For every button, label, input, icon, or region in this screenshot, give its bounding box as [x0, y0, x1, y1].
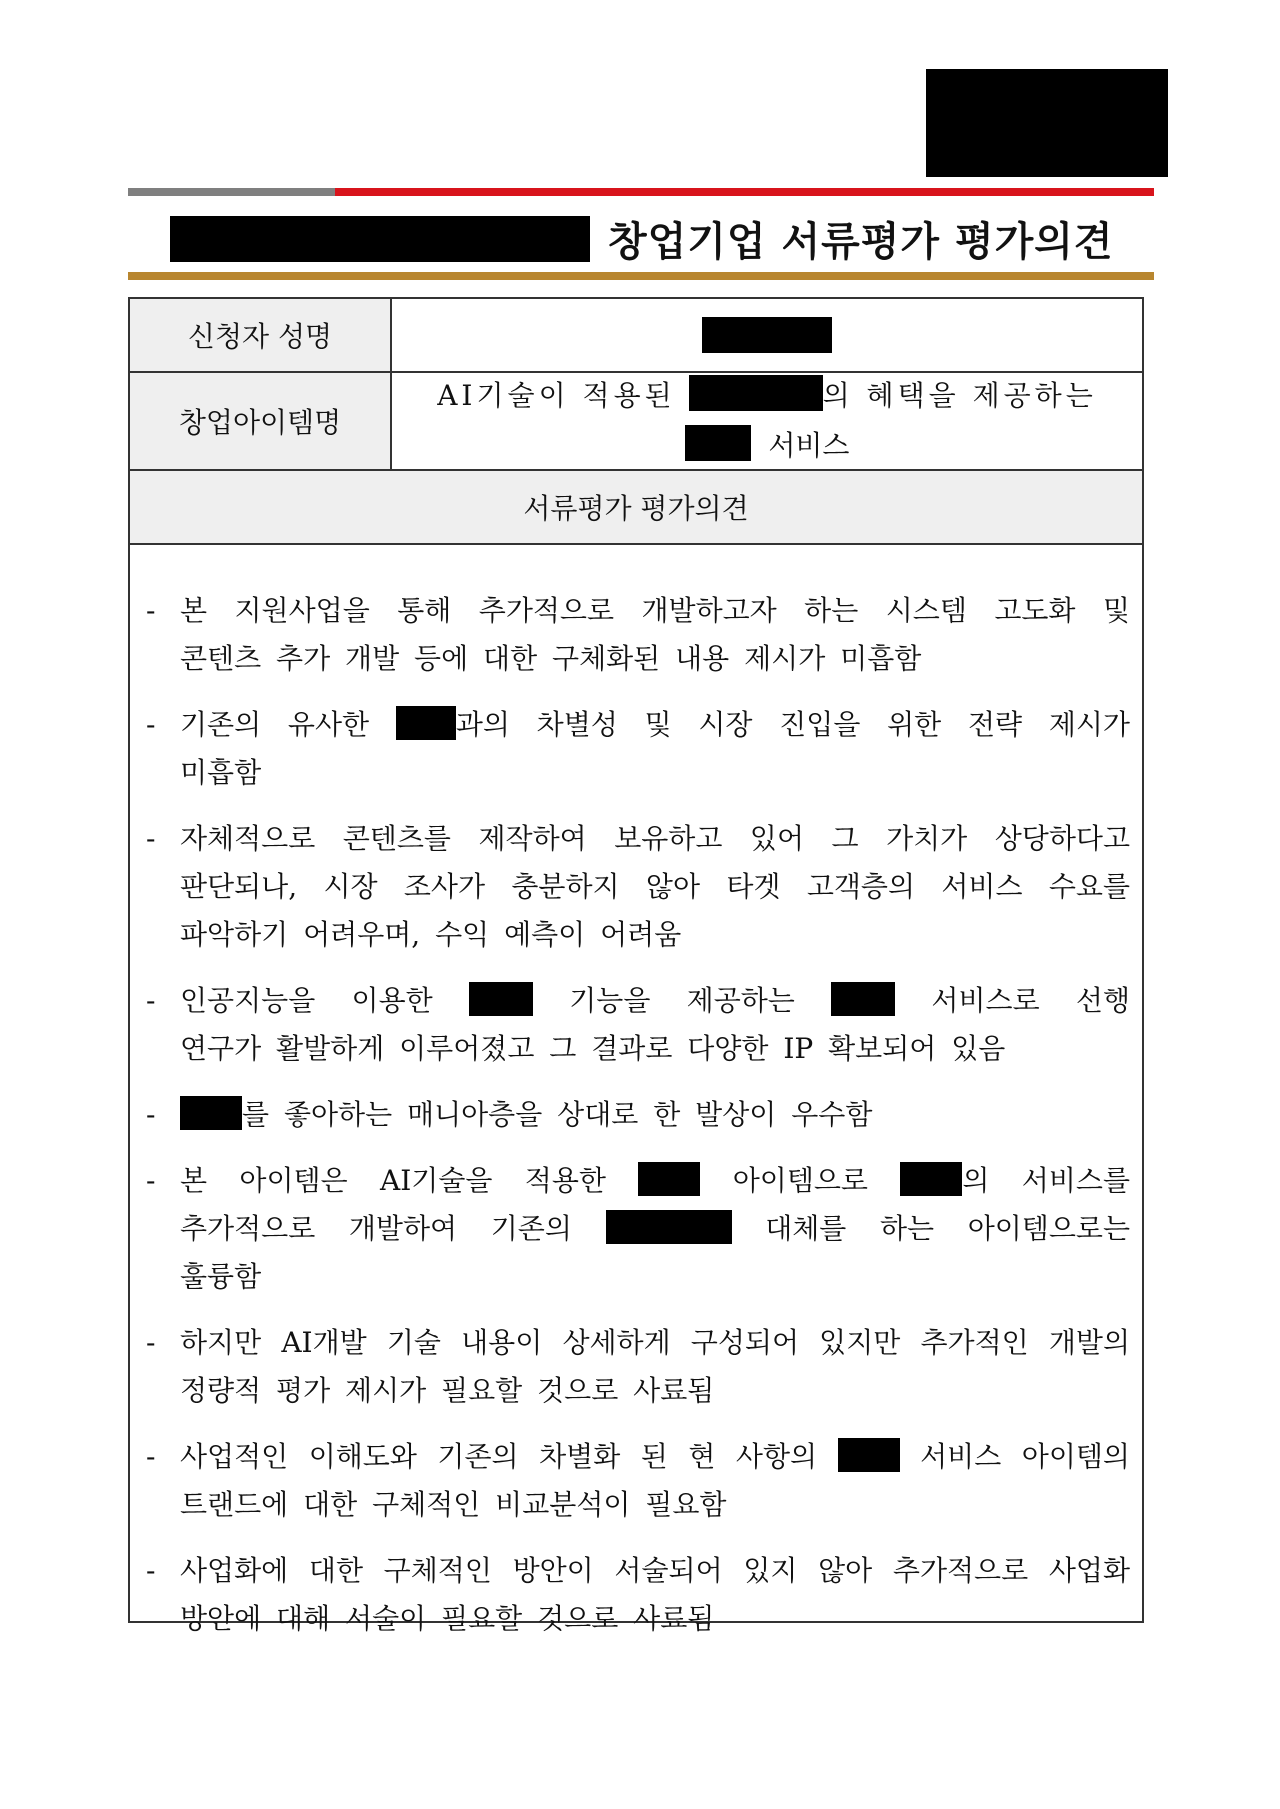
bullet-dash: -: [146, 822, 156, 855]
opinion-item: [140, 587, 1130, 683]
opinion-line: [180, 701, 1130, 749]
top-rule: [128, 188, 1154, 196]
bullet-dash: -: [146, 1098, 156, 1131]
bullet-dash: -: [146, 1440, 156, 1473]
redacted-service-type: [685, 425, 751, 461]
redacted-competitor: [396, 706, 456, 740]
bullet-dash: -: [146, 1554, 156, 1587]
opinion-item: [140, 1091, 1130, 1139]
opinion-text-part: 의 서비스를: [962, 1164, 1130, 1197]
opinion-text-part: 과의 차별성 및 시장 진입을 위한 전략 제시가: [455, 708, 1130, 741]
bullet-dash: -: [146, 708, 156, 741]
title-underline: [128, 272, 1154, 280]
opinion-line: [180, 1433, 1130, 1481]
opinion-text-part: 를 좋아하는 매니아층을 상대로 한 발상이 우수함: [242, 1098, 873, 1131]
opinion-text-part: 아이템으로: [732, 1164, 868, 1197]
section-header: 서류평가 평가의견: [130, 471, 1142, 545]
opinion-line: [180, 1091, 1130, 1139]
opinion-line: 연구가 활발하게 이루어졌고 그 결과로 다양한 IP 확보되어 있음: [180, 1032, 1006, 1065]
redacted-service: [831, 982, 895, 1016]
redacted-benefit: [689, 375, 823, 411]
opinion-text-part: 인공지능을 이용한: [180, 984, 433, 1017]
redacted-logo-box: [926, 69, 1168, 177]
opinion-line: 판단되나, 시장 조사가 충분하지 않아 타겟 고객층의 서비스 수요를: [180, 870, 1130, 903]
opinion-item: [140, 1319, 1130, 1415]
opinion-text-part: 추가적으로 개발하여 기존의: [180, 1212, 572, 1245]
opinion-line: [180, 1157, 1130, 1205]
opinion-text-part: 서비스로 선행: [931, 984, 1130, 1017]
opinion-item: [140, 701, 1130, 797]
page-title: 창업기업 서류평가 평가의견: [608, 219, 1114, 265]
opinion-line: 자체적으로 콘텐츠를 제작하여 보유하고 있어 그 가치가 상당하다고: [180, 822, 1130, 855]
opinion-item: [140, 1547, 1130, 1643]
opinion-line: 파악하기 어려우며, 수익 예측이 어려움: [180, 918, 682, 951]
opinion-text-part: 기존의 유사한: [180, 708, 370, 741]
top-rule-gray: [128, 188, 335, 196]
redacted-hobby: [180, 1096, 242, 1130]
item-value: [392, 373, 1142, 469]
redacted-existing-item: [606, 1210, 732, 1244]
item-line-1: [392, 371, 1142, 421]
item-text-part: 의 혜택을 제공하는: [822, 379, 1097, 412]
opinion-list: [140, 587, 1130, 1661]
opinion-item: [140, 815, 1130, 959]
opinion-line: 하지만 AI개발 기술 내용이 상세하게 구성되어 있지만 추가적인 개발의: [180, 1326, 1130, 1359]
opinion-text-part: 기능을 제공하는: [569, 984, 795, 1017]
opinion-line: 본 지원사업을 통해 추가적으로 개발하고자 하는 시스템 고도화 및: [180, 594, 1130, 627]
opinion-line: 방안에 대해 서술이 필요할 것으로 사료됨: [180, 1602, 715, 1635]
item-row: [130, 373, 1142, 471]
redacted-service-kind: [838, 1438, 900, 1472]
item-text-part: 서비스: [768, 429, 850, 462]
title-row: [128, 208, 1154, 268]
bullet-dash: -: [146, 1164, 156, 1197]
opinion-line: 훌륭함: [180, 1260, 262, 1293]
opinion-line: 정량적 평가 제시가 필요할 것으로 사료됨: [180, 1374, 715, 1407]
opinion-line: 사업화에 대한 구체적인 방안이 서술되어 있지 않아 추가적으로 사업화: [180, 1554, 1130, 1587]
opinion-item: [140, 977, 1130, 1073]
bullet-dash: -: [146, 594, 156, 627]
opinion-line: 트랜드에 대한 구체적인 비교분석이 필요함: [180, 1488, 727, 1521]
opinion-text-part: 서비스 아이템의: [920, 1440, 1130, 1473]
applicant-label: 신청자 성명: [130, 299, 392, 371]
evaluation-form: [128, 297, 1144, 1635]
opinion-text-part: 본 아이템은 AI기술을 적용한: [180, 1164, 606, 1197]
item-line-2: [392, 421, 1142, 471]
redacted-feature: [469, 982, 533, 1016]
opinion-text-part: 사업적인 이해도와 기존의 차별화 된 현 사항의: [180, 1440, 818, 1473]
applicant-value: [392, 299, 1142, 371]
applicant-row: [130, 299, 1142, 373]
item-label: 창업아이템명: [130, 373, 392, 469]
opinion-line: [180, 977, 1130, 1025]
opinion-text-part: 대체를 하는 아이템으로는: [765, 1212, 1131, 1245]
redacted-program-name: [170, 216, 590, 262]
redacted-service-name: [900, 1162, 962, 1196]
bullet-dash: -: [146, 1326, 156, 1359]
opinion-item: [140, 1433, 1130, 1529]
opinion-line: 콘텐츠 추가 개발 등에 대한 구체화된 내용 제시가 미흡함: [180, 642, 922, 675]
redacted-applicant-name: [702, 317, 832, 353]
opinion-line: [180, 1205, 1130, 1253]
opinion-item: [140, 1157, 1130, 1301]
item-text-part: AI기술이 적용된: [437, 379, 676, 412]
top-rule-red: [335, 188, 1154, 196]
opinion-line: 미흡함: [180, 756, 262, 789]
redacted-item-type: [638, 1162, 700, 1196]
bullet-dash: -: [146, 984, 156, 1017]
